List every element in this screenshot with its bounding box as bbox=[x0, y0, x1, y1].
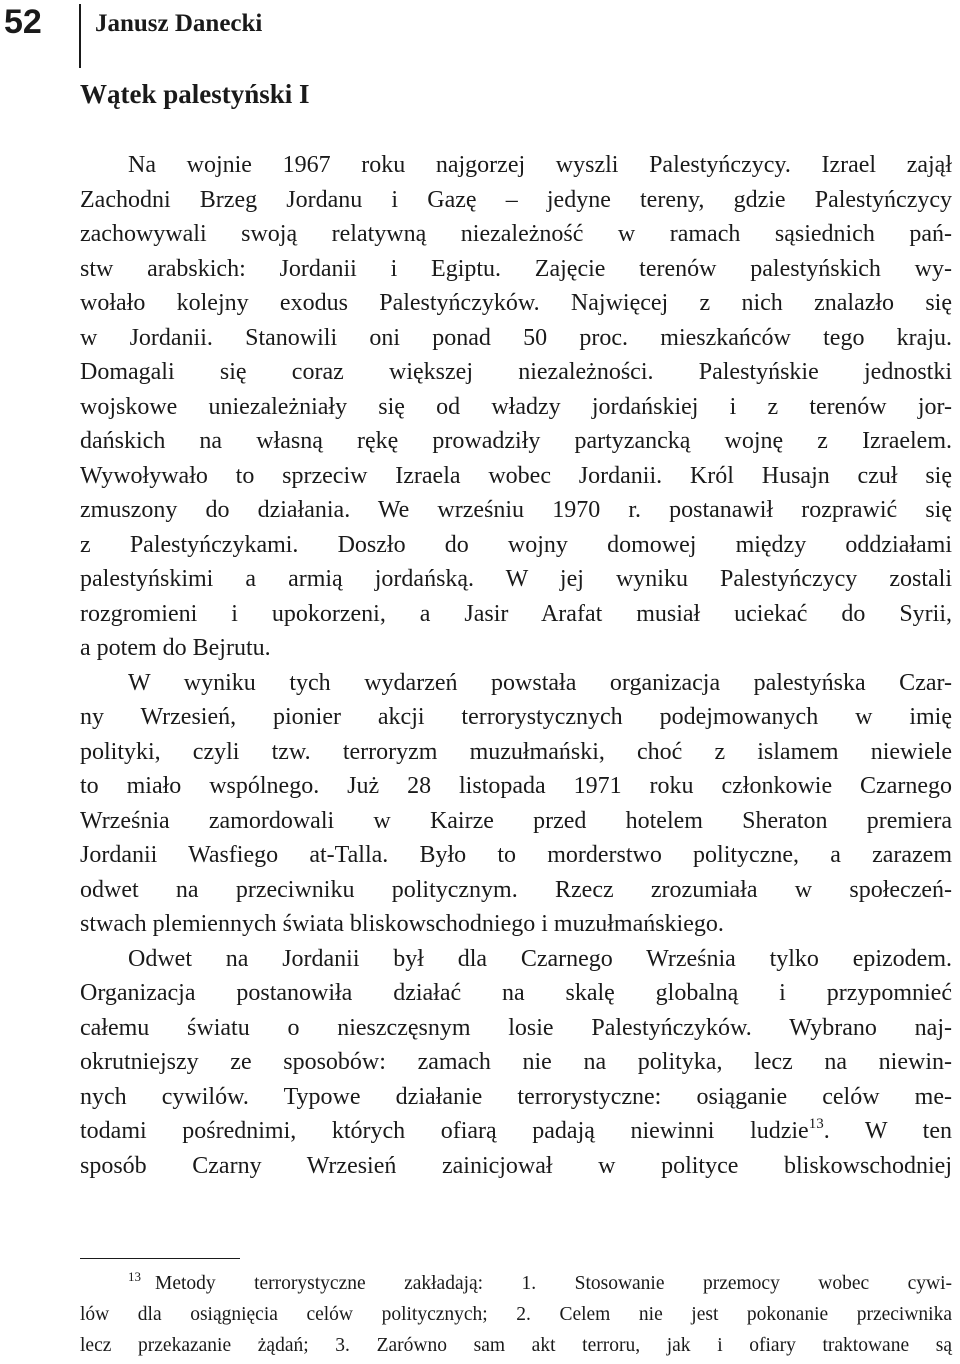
text-line: rozgromieni i upokorzeni, a Jasir Arafat musiał uciekać do Syrii, bbox=[80, 600, 952, 627]
text-fragment: . W ten bbox=[823, 1118, 953, 1144]
text-line: Zachodni Brzeg Jordanu i Gazę – jedyne tereny, gdzie Palestyńczycy bbox=[80, 186, 952, 213]
text-line: okrutniejszy ze sposobów: zamach nie na polityka, lecz na niewin- bbox=[80, 1049, 952, 1075]
paragraph-2 bbox=[80, 666, 952, 942]
text-line: palestyńskimi a armią jordańską. W jej wyniku Palestyńczycy zostali bbox=[80, 566, 952, 592]
text-line: ny Wrzesień, pionier akcji terrorystycznych podejmowanych w imię bbox=[80, 704, 952, 730]
footnote-divider bbox=[80, 1258, 240, 1259]
running-header bbox=[0, 0, 960, 70]
text-line: zmuszony do działania. We wrześniu 1970 r. postanawił rozprawić się bbox=[80, 497, 952, 523]
footnote-reference[interactable]: 13 bbox=[808, 1116, 824, 1132]
text-fragment: todami pośrednimi, których ofiarą padają niewinni ludzie bbox=[80, 1118, 809, 1144]
footnote-line bbox=[80, 1268, 952, 1299]
text-line: odwet na przeciwniku politycznym. Rzecz zrozumiała w społeczeń- bbox=[80, 876, 952, 903]
text-line: nych cywilów. Typowe działanie terrorystyczne: osiąganie celów me- bbox=[80, 1083, 952, 1110]
text-line-with-footnote-ref bbox=[80, 1114, 952, 1149]
text-line: Jordanii Wasfiego at-Talla. Było to morderstwo polityczne, a zarazem bbox=[80, 842, 952, 868]
text-line: w Jordanii. Stanowili oni ponad 50 proc. mieszkańców tego kraju. bbox=[80, 324, 952, 351]
page-number: 52 bbox=[4, 3, 42, 41]
paragraph-3 bbox=[80, 942, 952, 1184]
header-divider bbox=[79, 4, 81, 68]
footnote-line: lecz przekazanie żądań; 3. Zarówno sam akt terroru, jak i ofiary traktowane są bbox=[80, 1335, 952, 1356]
paragraph-1 bbox=[80, 148, 952, 666]
text-line: całemu światu o nieszczęsnym losie Palestyńczyków. Wybrano naj- bbox=[80, 1014, 952, 1041]
footnote-number: 13 bbox=[128, 1269, 141, 1284]
text-line: Odwet na Jordanii był dla Czarnego Września tylko epizodem. bbox=[128, 945, 952, 972]
text-line: to miało wspólnego. Już 28 listopada 1971 roku członkowie Czarnego bbox=[80, 773, 952, 799]
text-line: Września zamordowali w Kairze przed hotelem Sheraton premiera bbox=[80, 807, 952, 834]
footnote bbox=[80, 1268, 952, 1361]
text-line: sposób Czarny Wrzesień zainicjował w polityce bliskowschodniej bbox=[80, 1152, 952, 1179]
text-line: Domagali się coraz większej niezależności. Palestyńskie jednostki bbox=[80, 359, 952, 385]
text-line: polityki, czyli tzw. terroryzm muzułmański, choć z islamem niewiele bbox=[80, 738, 952, 765]
running-head-author: Janusz Danecki bbox=[95, 10, 263, 37]
footnote-text: Metody terrorystyczne zakładają: 1. Stosowanie przemocy wobec cywi- bbox=[155, 1273, 952, 1294]
section-title: Wątek palestyński I bbox=[80, 79, 310, 109]
body-text bbox=[80, 148, 952, 1183]
text-line: z Palestyńczykami. Doszło do wojny domowej między oddziałami bbox=[80, 531, 952, 558]
text-line: W wyniku tych wydarzeń powstała organizacja palestyńska Czar- bbox=[128, 669, 952, 696]
text-line: wołało kolejny exodus Palestyńczyków. Najwięcej z nich znalazło się bbox=[80, 290, 952, 316]
footnote-line: lów dla osiągnięcia celów politycznych; 2. Celem nie jest pokonanie przeciwnika bbox=[80, 1304, 952, 1325]
text-line: stwach plemiennych świata bliskowschodniego i muzułmańskiego. bbox=[80, 911, 724, 937]
text-line: zachowywali swoją relatywną niezależność w ramach sąsiednich pań- bbox=[80, 221, 952, 247]
text-line: Wywoływało to sprzeciw Izraela wobec Jordanii. Król Husajn czuł się bbox=[80, 462, 952, 489]
text-line: Na wojnie 1967 roku najgorzej wyszli Palestyńczycy. Izrael zajął bbox=[128, 152, 952, 178]
text-line: dańskich na własną rękę prowadziły partyzancką wojnę z Izraelem. bbox=[80, 428, 952, 454]
text-line: wojskowe uniezależniały się od władzy jordańskiej i z terenów jor- bbox=[80, 393, 952, 420]
text-line: a potem do Bejrutu. bbox=[80, 635, 271, 661]
text-line: stw arabskich: Jordanii i Egiptu. Zajęcie terenów palestyńskich wy- bbox=[80, 255, 952, 282]
text-line: Organizacja postanowiła działać na skalę globalną i przypomnieć bbox=[80, 980, 952, 1006]
